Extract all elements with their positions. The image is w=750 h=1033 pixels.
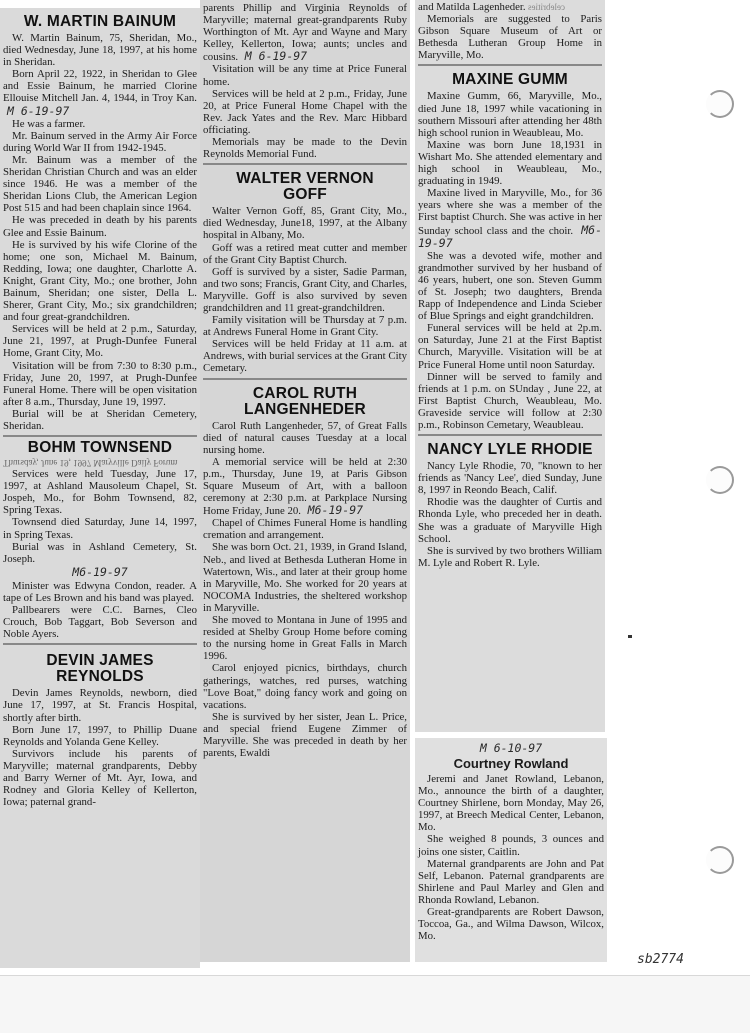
paragraph: Maxine was born June 18,1931 in Wishart Mo. She attended elementary and high school in Weaubleau, Mo., graduating in 1949. bbox=[418, 138, 602, 188]
paragraph: She is survived by two brothers William M. Lyle and Robert R. Lyle. bbox=[418, 544, 602, 569]
divider bbox=[418, 64, 602, 66]
bleed-through-text: celebrities bbox=[528, 2, 566, 12]
paragraph: Minister was Edwyna Condon, reader. A tape of Les Brown and his band was played. bbox=[3, 579, 197, 604]
obituary-title-goff: WALTER VERNON GOFF bbox=[236, 170, 374, 204]
handwritten-date-stamp: M 6-19-97 bbox=[244, 49, 308, 64]
clipping-column-3 bbox=[415, 0, 605, 732]
obituary-title-langenheder: CAROL RUTH LANGENHEDER bbox=[244, 384, 366, 418]
obituary-title-townsend: BOHM TOWNSEND bbox=[27, 439, 173, 457]
paragraph: He was a farmer. bbox=[12, 117, 86, 130]
paragraph: Funeral services will be held at 2p.m. on Saturday, June 21 at the First Baptist Church, Maryville. Visitation will be at Price Funeral Home until noon Saturday. bbox=[418, 322, 602, 371]
paragraph: Pallbearers were C.C. Barnes, Cleo Crouch, Bob Taggart, Bob Severson and Noble Ayers. bbox=[3, 604, 197, 641]
paragraph: Born June 17, 1997, to Phillip Duane Reynolds and Yolanda Gene Kelley. bbox=[3, 723, 197, 748]
binder-hole bbox=[706, 846, 734, 874]
paragraph: Family visitation will be Thursday at 7 p.m. at Andrews Funeral Home in Grant City. bbox=[203, 314, 407, 339]
paragraph: She weighed 8 pounds, 3 ounces and joins one sister, Caitlin. bbox=[418, 833, 604, 858]
ink-speck bbox=[628, 635, 632, 638]
paragraph: He was preceded in death by his parents Glee and Essie Bainum. bbox=[3, 214, 197, 239]
divider bbox=[203, 163, 407, 165]
paragraph: Memorials are suggested to Paris Gibson Square Museum of Art or Bethesda Lutheran Group Home in Maryville, Mo. bbox=[418, 13, 602, 62]
obituary-title-rhodie: NANCY LYLE RHODIE bbox=[427, 441, 593, 459]
obituary-title-gumm: MAXINE GUMM bbox=[452, 71, 568, 89]
paragraph: Rhodie was the daughter of Curtis and Rhonda Lyle, who preceded her in death. She was a graduate of Maryville High School. bbox=[418, 496, 602, 545]
paragraph: Services were held Tuesday, June 17, 1997, at Ashland Mausoleum Chapel, St. Jospeh, Mo., for Bohm Townsend, 82, Spring Texas. bbox=[3, 468, 197, 517]
paragraph: Visitation will be any time at Price Funeral home. bbox=[203, 63, 407, 88]
paragraph: Nancy Lyle Rhodie, 70, "known to her friends as 'Nancy Lee', died Sunday, June 8, 1997 in Reondo Beach, Calif. bbox=[418, 460, 602, 497]
paragraph: Devin James Reynolds, newborn, died June 17, 1997, at St. Francis Hospital, shortly after birth. bbox=[3, 687, 197, 724]
paragraph: Great-grandparents are Robert Dawson, Toccoa, Ga., and Wilma Dawson, Wilcox, Mo. bbox=[418, 906, 604, 943]
paragraph: Services will be held at 2 p.m., Friday, June 20, at Price Funeral Home Chapel with the Rev. Jack Yates and the Rev. Marc Hibbard officiating. bbox=[203, 87, 407, 136]
paragraph: W. Martin Bainum, 75, Sheridan, Mo., died Wednesday, June 18, 1997, at his home in Sheridan. bbox=[3, 32, 197, 69]
paragraph: Memorials may be made to the Devin Reynolds Memorial Fund. bbox=[203, 136, 407, 161]
paragraph: Goff is survived by a sister, Sadie Parman, and two sons; Francis, Grant City, and Charles, Maryville. Goff is also survived by seven grandchildren and 11 great-grandchildren. bbox=[203, 265, 407, 314]
paragraph: Maxine Gumm, 66, Maryville, Mo., died June 18, 1997 while vacationing in southern Missouri after attending her 48th high school runion in Weaubleau, Mo. bbox=[418, 90, 602, 139]
clipping-column-1 bbox=[0, 8, 200, 968]
handwritten-file-number: sb2774 bbox=[637, 952, 684, 967]
obituary-title-reynolds: DEVIN JAMES REYNOLDS bbox=[46, 652, 154, 686]
paragraph: Goff was a retired meat cutter and member of the Grant City Baptist Church. bbox=[203, 241, 407, 266]
paragraph: Dinner will be served to family and friends at 1 p.m. on SUnday , June 22, at First Baptist Church, Weaubleau, Mo. Graveside service will follow at 2:30 p.m., Robinson Cemetary, Weaubleau. bbox=[418, 370, 602, 431]
paragraph: She is survived by her sister, Jean L. Price, and special friend Eugene Zimmer of Maryville. She was preceded in death by her parents, Ewaldi bbox=[203, 710, 407, 760]
paragraph: Visitation will be from 7:30 to 8:30 p.m., Friday, June 20, 1997, at Prugh-Dunfee Funeral Home. There will be open visitation after 8 a.m., Thursday, June 19, 1997. bbox=[3, 359, 197, 408]
paragraph: She was a devoted wife, mother and grandmother survived by her husband of 46 years, hubert, one son. Steven Gumm of St. Joseph; two daughters, Brenda Rapp of Independence and Linda Scieber of Blue Springs and eight grandchildren. bbox=[418, 249, 602, 323]
paragraph: parents Phillip and Virginia Reynolds of Maryville; maternal great-grandparents Ruby Worthington of Mt. Ayr and Wayne and Mary Kelley, Kellerton, Iowa; aunts; uncles and cousins. M 6-19-97 bbox=[203, 2, 407, 64]
paragraph: Walter Vernon Goff, 85, Grant City, Mo., died Wednesday, June18, 1997, at the Albany hospital in Albany, Mo. bbox=[203, 205, 407, 242]
birth-announcement-title: Courtney Rowland bbox=[453, 756, 569, 771]
handwritten-date-stamp: M 6-19-97 bbox=[7, 103, 70, 118]
paragraph: Townsend died Saturday, June 14, 1997, in Spring Texas. bbox=[3, 516, 197, 541]
handwritten-date-stamp: M6-19-97 bbox=[418, 222, 602, 250]
paragraph: Survivors include his parents of Maryville; maternal grandparents, Debby and Barry Werner of Mt. Ayr, Iowa, and Rodney and Gloria Kelley of Kellerton, Iowa; paternal grand- bbox=[3, 747, 197, 809]
obituary-title-bainum: W. MARTIN BAINUM bbox=[23, 13, 177, 30]
paragraph: Mr. Bainum was a member of the Sheridan Christian Church and was an elder since 1946. He was a member of the Sheridan Lions Club, the American Legion Post 515 and had been chaplain since 1964. bbox=[3, 153, 197, 215]
binder-hole bbox=[706, 90, 734, 118]
handwritten-date-stamp: M 6-10-97 bbox=[479, 741, 543, 755]
divider bbox=[3, 643, 197, 645]
paragraph: Chapel of Chimes Funeral Home is handling cremation and arrangement. bbox=[203, 517, 407, 542]
paragraph: She was born Oct. 21, 1939, in Grand Island, Neb., and lived at Bethesda Lutheran Home in Watertown, Wis., and later at their group home in Maryville, Mo. She worked for 20 years at NOCOMA Industries, the sheltered workshop in Maryville. bbox=[203, 541, 407, 614]
divider bbox=[418, 434, 602, 436]
divider bbox=[3, 435, 197, 437]
paragraph: Mr. Bainum served in the Army Air Force during World War II from 1942-1945. bbox=[3, 129, 197, 154]
paragraph: Burial was in Ashland Cemetery, St. Joseph. bbox=[3, 540, 197, 565]
paragraph: Services will be held Friday at 11 a.m. at Andrews, with burial services at the Grant City Cemetary. bbox=[203, 338, 407, 375]
clipping-column-2 bbox=[200, 0, 410, 962]
birth-announcement-clipping bbox=[415, 738, 607, 962]
handwritten-date-stamp: M6-19-97 bbox=[72, 564, 128, 579]
divider bbox=[203, 378, 407, 380]
paragraph: Jeremi and Janet Rowland, Lebanon, Mo., announce the birth of a daughter, Courtney Shirlene, born Monday, May 26, 1997, at Breech Medical Center, Lebanon, Mo. bbox=[418, 773, 604, 834]
paragraph: Carol Ruth Langenheder, 57, of Great Falls died of natural causes Tuesday at a local nursing home. bbox=[203, 419, 407, 456]
bleed-through-text: Thursday, June 19, 1997 Maryville Daily Forum bbox=[3, 458, 178, 469]
paragraph: Maxine lived in Maryville, Mo., for 36 years where she was a member of the First baptist Church. She was active in her Sunday school class and the choir. M6-19-97 bbox=[418, 187, 602, 250]
paragraph: She moved to Montana in June of 1995 and resided at Shelby Group Home before coming to the nursing home in Great Falls in March 1996. bbox=[203, 614, 407, 663]
paragraph: Carol enjoyed picnics, birthdays, church gatherings, watches, red purses, watching "Love Boat," doing fancy work and going on vacations. bbox=[203, 662, 407, 711]
paragraph: He is survived by his wife Clorine of the home; one son, Michael M. Bainum, Redding, Iowa; one daughter, Charlotte A. Knight, Grant City, Mo.; one brother, John Bainum, Sheridan; one sister, Della L. Sherer, Grant City, Mo.; six grandchildren; and four great-grandchildren. bbox=[3, 238, 197, 324]
paragraph: A memorial service will be held at 2:30 p.m., Thursday, June 19, at Paris Gibson Square Museum of Art, with a balloon ceremony at 2:30 p.m. at Parkplace Nursing Home Friday, June 20. M6-19-97 bbox=[203, 455, 407, 518]
paragraph: Maternal grandparents are John and Pat Self, Lebanon. Paternal grandparents are Shirlene and Paul Marley and Glen and Rhonda Rowland, Lebanon. bbox=[418, 857, 604, 906]
paragraph: Services will be held at 2 p.m., Saturday, June 21, 1997, at Prugh-Dunfee Funeral Home, Grant City, Mo. bbox=[3, 323, 197, 360]
paragraph: Burial will be at Sheridan Cemetery, Sheridan. bbox=[3, 407, 197, 432]
paragraph: and Matilda Lagenheder. celebrities bbox=[418, 1, 566, 13]
binder-hole bbox=[706, 466, 734, 494]
handwritten-date-stamp: M6-19-97 bbox=[307, 503, 364, 518]
paragraph: Born April 22, 1922, in Sheridan to Glee and Essie Bainum, he married Clorine Ellouise Mitchell Jan. 4, 1944, in Troy Kan. M 6-19-97 bbox=[3, 68, 197, 118]
